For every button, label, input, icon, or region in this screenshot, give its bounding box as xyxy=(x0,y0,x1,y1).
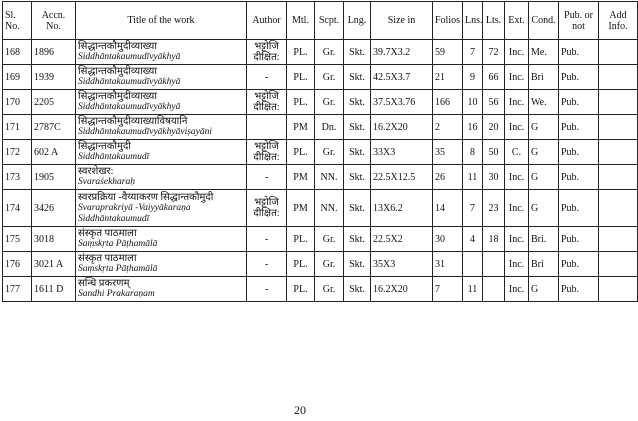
accn-no: 1611 D xyxy=(32,277,76,302)
size: 35X3 xyxy=(371,252,433,277)
lines: 7 xyxy=(463,40,483,65)
condition: Bri. xyxy=(529,227,559,252)
header-mtl: Mtl. xyxy=(287,2,315,40)
language: Skt. xyxy=(344,252,371,277)
add-info xyxy=(599,65,638,90)
title-devanagari: संस्कृत पाठमाला xyxy=(78,228,137,239)
title-cell xyxy=(76,227,247,252)
size: 16.2X20 xyxy=(371,277,433,302)
sl-no: 172 xyxy=(3,140,32,165)
language: Skt. xyxy=(344,277,371,302)
add-info xyxy=(599,40,638,65)
published: Pub. xyxy=(559,90,599,115)
size: 16.2X20 xyxy=(371,115,433,140)
title-roman: Svaraśekharaḥ xyxy=(78,177,135,187)
condition: G xyxy=(529,165,559,190)
sl-no: 177 xyxy=(3,277,32,302)
header-folios: Folios xyxy=(433,2,463,40)
accn-no: 1939 xyxy=(32,65,76,90)
material: PM xyxy=(287,115,315,140)
lines: 10 xyxy=(463,90,483,115)
table-row xyxy=(3,90,638,115)
title-devanagari: स्वरशेखर: xyxy=(78,166,114,177)
title-devanagari: सिद्धान्तकौमुदीव्याख्या xyxy=(78,41,157,52)
add-info xyxy=(599,165,638,190)
published: Pub. xyxy=(559,40,599,65)
title-roman: Siddhāntakaumudīvyākhyāviṣayāni xyxy=(78,127,213,137)
title-roman: Saṃskṛta Pāṭhamālā xyxy=(78,239,158,249)
sl-no: 173 xyxy=(3,165,32,190)
size: 33X3 xyxy=(371,140,433,165)
extent: Inc. xyxy=(505,90,529,115)
header-add-info: Add Info. xyxy=(599,2,638,40)
published: Pub. xyxy=(559,277,599,302)
title-roman: Siddhāntakaumudī xyxy=(78,152,150,162)
table-row xyxy=(3,140,638,165)
sl-no: 176 xyxy=(3,252,32,277)
extent: Inc. xyxy=(505,252,529,277)
header-lng: Lng. xyxy=(344,2,371,40)
sl-no: 169 xyxy=(3,65,32,90)
condition: Bri xyxy=(529,65,559,90)
accn-no: 2205 xyxy=(32,90,76,115)
title-devanagari: सिद्धान्तकौमुदीव्याख्या xyxy=(78,66,157,77)
title-devanagari: सिद्धान्तकौमुदीव्याख्या xyxy=(78,91,157,102)
material: PL. xyxy=(287,140,315,165)
accn-no: 1905 xyxy=(32,165,76,190)
title-cell xyxy=(76,252,247,277)
header-cond: Cond. xyxy=(529,2,559,40)
title-devanagari: सिद्धान्तकौमुदीव्याख्याविषयानि xyxy=(78,116,188,127)
table-row xyxy=(3,65,638,90)
title-cell xyxy=(76,40,247,65)
author: भट्टोजि दीक्षित: xyxy=(247,90,287,115)
accn-no: 1896 xyxy=(32,40,76,65)
folios: 59 xyxy=(433,40,463,65)
accn-no: 3426 xyxy=(32,190,76,227)
letters: 56 xyxy=(483,90,505,115)
published: Pub. xyxy=(559,165,599,190)
title-cell xyxy=(76,90,247,115)
script: Gr. xyxy=(315,90,344,115)
title-cell xyxy=(76,65,247,90)
header-pub: Pub. or not xyxy=(559,2,599,40)
header-lts: Lts. xyxy=(483,2,505,40)
size: 13X6.2 xyxy=(371,190,433,227)
header-sl: Sl. No. xyxy=(3,2,32,40)
script: Gr. xyxy=(315,40,344,65)
letters: 72 xyxy=(483,40,505,65)
published: Pub. xyxy=(559,65,599,90)
author: भट्टोजि दीक्षित: xyxy=(247,190,287,227)
title-devanagari: सिद्धान्तकौमुदी xyxy=(78,141,131,152)
author xyxy=(247,115,287,140)
sl-no: 174 xyxy=(3,190,32,227)
folios: 26 xyxy=(433,165,463,190)
material: PM xyxy=(287,165,315,190)
lines: 8 xyxy=(463,140,483,165)
published: Pub. xyxy=(559,252,599,277)
script: NN. xyxy=(315,165,344,190)
sl-no: 170 xyxy=(3,90,32,115)
add-info xyxy=(599,190,638,227)
letters: 66 xyxy=(483,65,505,90)
catalogue-table xyxy=(2,1,638,302)
accn-no: 3018 xyxy=(32,227,76,252)
add-info xyxy=(599,227,638,252)
condition: G xyxy=(529,277,559,302)
add-info xyxy=(599,115,638,140)
accn-no: 3021 A xyxy=(32,252,76,277)
author: भट्टोजि दीक्षित: xyxy=(247,40,287,65)
header-row xyxy=(3,2,638,40)
header-scpt: Scpt. xyxy=(315,2,344,40)
table-row xyxy=(3,277,638,302)
language: Skt. xyxy=(344,40,371,65)
material: PM xyxy=(287,190,315,227)
letters: 50 xyxy=(483,140,505,165)
add-info xyxy=(599,90,638,115)
table-row xyxy=(3,115,638,140)
accn-no: 2787C xyxy=(32,115,76,140)
letters: 18 xyxy=(483,227,505,252)
folios: 166 xyxy=(433,90,463,115)
lines: 11 xyxy=(463,165,483,190)
header-size: Size in xyxy=(371,2,433,40)
script: Gr. xyxy=(315,252,344,277)
language: Skt. xyxy=(344,190,371,227)
published: Pub. xyxy=(559,190,599,227)
condition: We. xyxy=(529,90,559,115)
folios: 7 xyxy=(433,277,463,302)
published: Pub. xyxy=(559,227,599,252)
table-row xyxy=(3,190,638,227)
material: PL. xyxy=(287,227,315,252)
title-roman: Siddhāntakaumudīvyākhyā xyxy=(78,77,181,87)
title-roman: Saṃskṛta Pāṭhamālā xyxy=(78,264,158,274)
sl-no: 168 xyxy=(3,40,32,65)
size: 39.7X3.2 xyxy=(371,40,433,65)
language: Skt. xyxy=(344,165,371,190)
folios: 2 xyxy=(433,115,463,140)
lines: 7 xyxy=(463,190,483,227)
title-devanagari: संस्कृत पाठमाला xyxy=(78,253,137,264)
size: 22.5X2 xyxy=(371,227,433,252)
letters: 30 xyxy=(483,165,505,190)
condition: Bri xyxy=(529,252,559,277)
script: Dn. xyxy=(315,115,344,140)
extent: C. xyxy=(505,140,529,165)
script: NN. xyxy=(315,190,344,227)
add-info xyxy=(599,252,638,277)
language: Skt. xyxy=(344,65,371,90)
script: Gr. xyxy=(315,140,344,165)
table-row xyxy=(3,165,638,190)
extent: Inc. xyxy=(505,165,529,190)
extent: Inc. xyxy=(505,190,529,227)
table-row xyxy=(3,252,638,277)
title-roman: Siddhāntakaumudīvyākhyā xyxy=(78,102,181,112)
header-lns: Lns. xyxy=(463,2,483,40)
letters: 23 xyxy=(483,190,505,227)
folios: 35 xyxy=(433,140,463,165)
extent: Inc. xyxy=(505,115,529,140)
author: - xyxy=(247,165,287,190)
language: Skt. xyxy=(344,140,371,165)
folios: 30 xyxy=(433,227,463,252)
table-row xyxy=(3,227,638,252)
extent: Inc. xyxy=(505,40,529,65)
condition: G xyxy=(529,190,559,227)
lines: 9 xyxy=(463,65,483,90)
material: PL. xyxy=(287,90,315,115)
extent: Inc. xyxy=(505,227,529,252)
author: - xyxy=(247,252,287,277)
author: भट्टोजि दीक्षित: xyxy=(247,140,287,165)
material: PL. xyxy=(287,252,315,277)
material: PL. xyxy=(287,277,315,302)
title-cell xyxy=(76,115,247,140)
script: Gr. xyxy=(315,227,344,252)
language: Skt. xyxy=(344,115,371,140)
title-roman: Svaraprakriyā -Vaiyyākaraṇa Siddhāntakaumudī xyxy=(78,202,191,224)
author: - xyxy=(247,277,287,302)
title-roman: Siddhāntakaumudīvyākhyā xyxy=(78,52,181,62)
condition: G xyxy=(529,115,559,140)
condition: Me. xyxy=(529,40,559,65)
sl-no: 171 xyxy=(3,115,32,140)
lines: 11 xyxy=(463,277,483,302)
letters xyxy=(483,277,505,302)
lines xyxy=(463,252,483,277)
folios: 14 xyxy=(433,190,463,227)
language: Skt. xyxy=(344,227,371,252)
letters: 20 xyxy=(483,115,505,140)
title-cell xyxy=(76,190,247,227)
lines: 16 xyxy=(463,115,483,140)
material: PL. xyxy=(287,40,315,65)
header-accn: Accn. No. xyxy=(32,2,76,40)
table-row xyxy=(3,40,638,65)
extent: Inc. xyxy=(505,277,529,302)
script: Gr. xyxy=(315,277,344,302)
folios: 31 xyxy=(433,252,463,277)
accn-no: 602 A xyxy=(32,140,76,165)
published: Pub. xyxy=(559,140,599,165)
extent: Inc. xyxy=(505,65,529,90)
title-cell xyxy=(76,277,247,302)
page-number: 20 xyxy=(294,403,306,417)
letters xyxy=(483,252,505,277)
size: 42.5X3.7 xyxy=(371,65,433,90)
condition: G xyxy=(529,140,559,165)
script: Gr. xyxy=(315,65,344,90)
title-cell xyxy=(76,140,247,165)
lines: 4 xyxy=(463,227,483,252)
author: - xyxy=(247,227,287,252)
title-roman: Sandhi Prakaraṇam xyxy=(78,289,155,299)
add-info xyxy=(599,140,638,165)
header-title: Title of the work xyxy=(76,2,247,40)
author: - xyxy=(247,65,287,90)
add-info xyxy=(599,277,638,302)
material: PL. xyxy=(287,65,315,90)
title-devanagari: सन्धि प्रकरणम् xyxy=(78,278,130,289)
title-devanagari: स्वरप्रक्रिया -वैय्याकरण सिद्धान्तकौमुदी xyxy=(78,191,214,203)
folios: 21 xyxy=(433,65,463,90)
size: 22.5X12.5 xyxy=(371,165,433,190)
language: Skt. xyxy=(344,90,371,115)
header-author: Author xyxy=(247,2,287,40)
header-ext: Ext. xyxy=(505,2,529,40)
size: 37.5X3.76 xyxy=(371,90,433,115)
title-cell xyxy=(76,165,247,190)
published: Pub. xyxy=(559,115,599,140)
sl-no: 175 xyxy=(3,227,32,252)
